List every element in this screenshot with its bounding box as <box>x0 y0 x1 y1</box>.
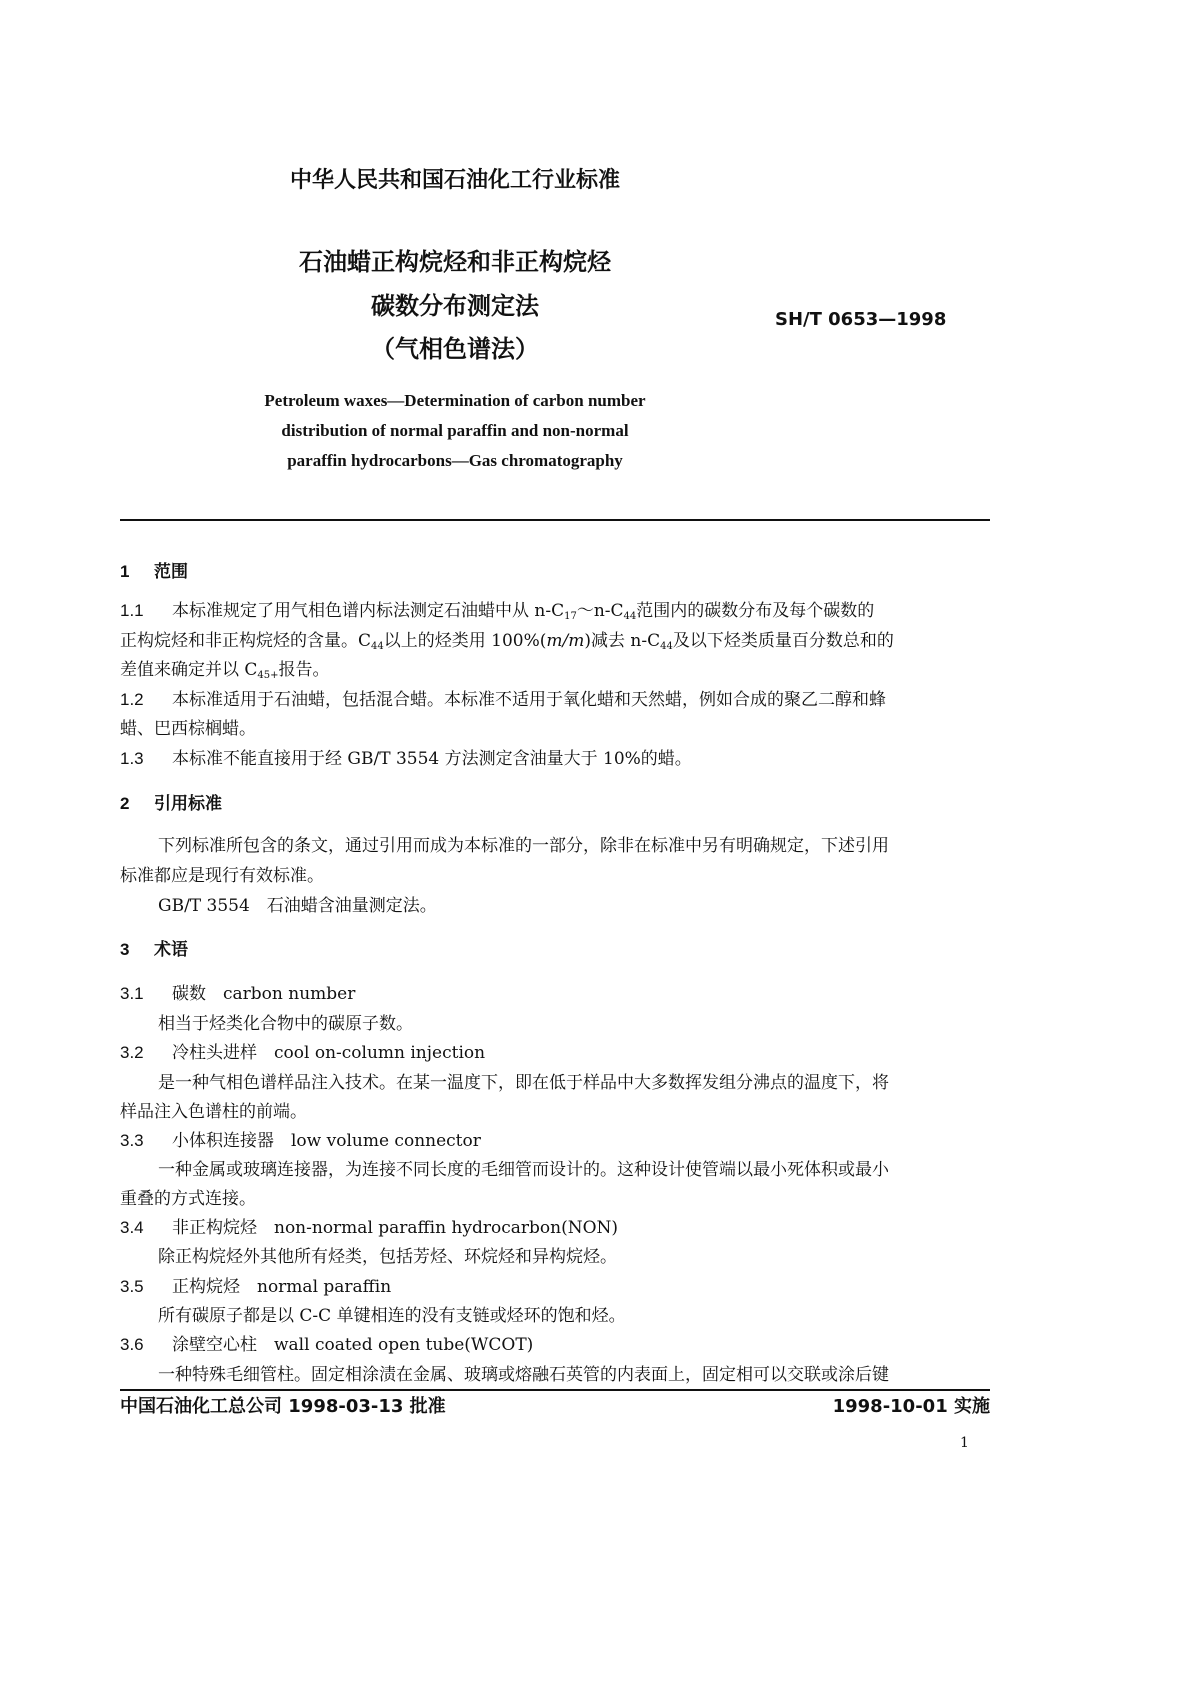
term-3-3: 3.3 小体积连接器 low volume connector <box>120 1131 481 1151</box>
para-1-1: 1.1 本标准规定了用气相色谱内标法测定石油蜡中从 $n-C_{17}\sim n-C_{44}$范围内的碳数分布及每个碳数的 <box>120 601 875 622</box>
term-definition: 所有碳原子都是以 C-C 单键相连的没有支链或烃环的饱和烃。 <box>158 1306 626 1326</box>
footer-divider <box>120 1389 990 1391</box>
term-3-2: 3.2 冷柱头进样 cool on-column injection <box>120 1043 486 1063</box>
title-cn-line: 碳数分布测定法 <box>371 292 539 320</box>
para-1-2: 1.2 本标准适用于石油蜡，包括混合蜡。本标准不适用于氧化蜡和天然蜡，例如合成的聚乙二醇和蜂 <box>120 690 886 710</box>
term-definition: 样品注入色谱柱的前端。 <box>120 1102 307 1122</box>
term-definition: 是一种气相色谱样品注入技术。在某一温度下，即在低于样品中大多数挥发组分沸点的温度下，将 <box>158 1073 889 1093</box>
header-divider <box>120 519 990 521</box>
para-1-1-line: 正构烷烃和非正构烷烃的含量。$C_{44}$以上的烃类用 100%(m/m)减去 $n-C_{44}$及以下烃类质量百分数总和的 <box>120 631 894 652</box>
para-1-3: 1.3 本标准不能直接用于经 GB/T 3554 方法测定含油量大于 10%的蜡。 <box>120 749 692 769</box>
para-1-1-line: 差值来确定并以 $C_{45+}$报告。 <box>120 660 330 681</box>
standard-code: SH/T 0653—1998 <box>775 309 947 330</box>
para-1-2-line: 蜡、巴西棕榈蜡。 <box>120 719 256 739</box>
term-3-6: 3.6 涂壁空心柱 wall coated open tube(WCOT) <box>120 1335 534 1355</box>
title-cn-line: （气相色谱法） <box>371 335 539 363</box>
page-number: 1 <box>960 1435 969 1451</box>
title-en-line: paraffin hydrocarbons—Gas chromatography <box>287 451 623 470</box>
term-definition: 相当于烃类化合物中的碳原子数。 <box>158 1014 413 1034</box>
title-en-line: distribution of normal paraffin and non-normal <box>281 421 629 440</box>
section-2-heading: 2 引用标准 <box>120 794 222 814</box>
term-definition: 重叠的方式连接。 <box>120 1189 256 1209</box>
reference-gbt3554: GB/T 3554 石油蜡含油量测定法。 <box>158 896 437 916</box>
section-1-heading: 1 范围 <box>120 562 188 582</box>
term-definition: 除正构烷烃外其他所有烃类，包括芳烃、环烷烃和异构烷烃。 <box>158 1247 617 1267</box>
term-3-5: 3.5 正构烷烃 normal paraffin <box>120 1277 392 1297</box>
term-definition: 一种金属或玻璃连接器，为连接不同长度的毛细管而设计的。这种设计使管端以最小死体积或最小 <box>158 1160 889 1180</box>
para-2-line: 标准都应是现行有效标准。 <box>120 866 324 886</box>
implementation-date: 1998-10-01 实施 <box>832 1396 990 1417</box>
title-en-line: Petroleum waxes—Determination of carbon number <box>264 391 646 410</box>
title-cn-line: 石油蜡正构烷烃和非正构烷烃 <box>299 248 611 276</box>
term-3-1: 3.1 碳数 carbon number <box>120 984 356 1004</box>
approval-date: 中国石油化工总公司 1998-03-13 批准 <box>120 1396 446 1417</box>
para-2: 下列标准所包含的条文，通过引用而成为本标准的一部分，除非在标准中另有明确规定，下述引用 <box>158 836 889 856</box>
term-3-4: 3.4 非正构烷烃 non-normal paraffin hydrocarbon(NON) <box>120 1218 619 1238</box>
term-definition: 一种特殊毛细管柱。固定相涂渍在金属、玻璃或熔融石英管的内表面上，固定相可以交联或涂后键 <box>158 1365 889 1385</box>
standard-org-title: 中华人民共和国石油化工行业标准 <box>289 168 620 193</box>
section-3-heading: 3 术语 <box>120 940 188 960</box>
